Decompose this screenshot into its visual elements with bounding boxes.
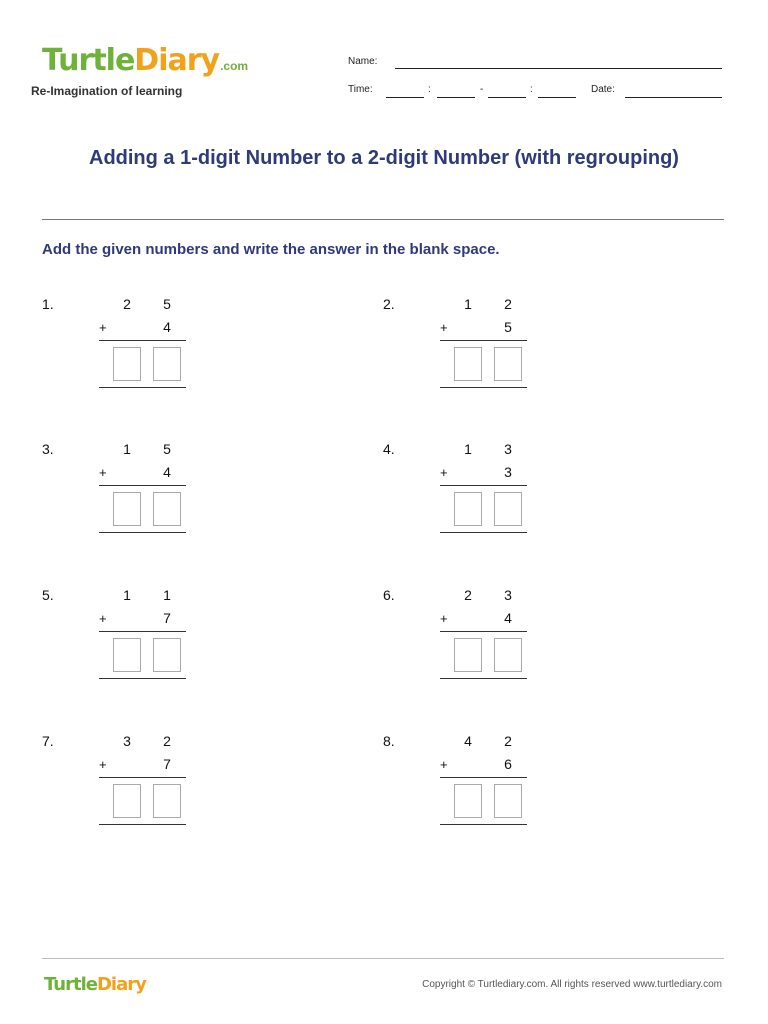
time-separator: : [530, 84, 533, 95]
tens-digit: 1 [123, 441, 131, 457]
tens-digit: 1 [123, 587, 131, 603]
answer-box-tens[interactable] [113, 784, 141, 818]
answer-box-ones[interactable] [153, 784, 181, 818]
time-dash: - [480, 84, 484, 95]
addend-digit: 5 [504, 319, 512, 335]
time-label: Time: [348, 84, 373, 95]
title-divider [42, 219, 724, 220]
plus-sign: + [99, 320, 107, 335]
sum-line [99, 777, 186, 778]
plus-sign: + [99, 465, 107, 480]
answer-underline [99, 387, 186, 388]
ones-digit: 2 [504, 733, 512, 749]
sum-line [440, 340, 527, 341]
sum-line [99, 631, 186, 632]
answer-box-tens[interactable] [454, 347, 482, 381]
addend-digit: 7 [163, 610, 171, 626]
logo-suffix: .com [220, 59, 249, 73]
problem-number: 4. [383, 441, 395, 457]
addend-digit: 4 [163, 464, 171, 480]
worksheet-title: Adding a 1-digit Number to a 2-digit Number (with regrouping) [89, 147, 679, 169]
footer-logo-turtle: Turtle [44, 974, 97, 995]
problem-2 [383, 296, 583, 406]
sum-line [440, 631, 527, 632]
answer-box-ones[interactable] [494, 492, 522, 526]
ones-digit: 2 [504, 296, 512, 312]
answer-box-tens[interactable] [454, 492, 482, 526]
answer-box-tens[interactable] [113, 492, 141, 526]
answer-underline [99, 532, 186, 533]
plus-sign: + [99, 757, 107, 772]
date-label: Date: [591, 84, 615, 95]
logo-text-turtle: Turtle [42, 43, 135, 78]
time-field-minute-end[interactable] [538, 97, 576, 98]
tagline: Re-Imagination of learning [31, 84, 183, 98]
sum-line [440, 777, 527, 778]
answer-underline [440, 678, 527, 679]
answer-box-ones[interactable] [153, 347, 181, 381]
ones-digit: 2 [163, 733, 171, 749]
name-label: Name: [348, 56, 378, 67]
ones-digit: 1 [163, 587, 171, 603]
time-separator: : [428, 84, 431, 95]
addend-digit: 4 [163, 319, 171, 335]
answer-box-ones[interactable] [494, 638, 522, 672]
date-field[interactable] [625, 97, 722, 98]
plus-sign: + [440, 320, 448, 335]
addend-digit: 4 [504, 610, 512, 626]
footer-logo [44, 974, 146, 995]
ones-digit: 5 [163, 441, 171, 457]
answer-box-tens[interactable] [113, 347, 141, 381]
answer-box-tens[interactable] [454, 638, 482, 672]
tens-digit: 1 [464, 441, 472, 457]
problem-number: 6. [383, 587, 395, 603]
problem-number: 2. [383, 296, 395, 312]
problem-1 [42, 296, 242, 406]
tens-digit: 1 [464, 296, 472, 312]
plus-sign: + [440, 611, 448, 626]
problem-number: 1. [42, 296, 54, 312]
turtlediary-logo [42, 43, 249, 78]
answer-box-tens[interactable] [454, 784, 482, 818]
answer-box-ones[interactable] [153, 492, 181, 526]
problem-6 [383, 587, 583, 697]
plus-sign: + [440, 465, 448, 480]
sum-line [440, 485, 527, 486]
problem-4 [383, 441, 583, 551]
answer-box-ones[interactable] [153, 638, 181, 672]
answer-underline [99, 824, 186, 825]
addend-digit: 7 [163, 756, 171, 772]
time-field-minute-start[interactable] [437, 97, 475, 98]
plus-sign: + [99, 611, 107, 626]
ones-digit: 3 [504, 587, 512, 603]
tens-digit: 2 [464, 587, 472, 603]
problem-number: 3. [42, 441, 54, 457]
sum-line [99, 485, 186, 486]
sum-line [99, 340, 186, 341]
footer-logo-diary: Diary [96, 974, 146, 995]
ones-digit: 5 [163, 296, 171, 312]
plus-sign: + [440, 757, 448, 772]
problem-number: 8. [383, 733, 395, 749]
logo-text-diary: Diary [134, 43, 220, 78]
answer-box-ones[interactable] [494, 784, 522, 818]
answer-box-tens[interactable] [113, 638, 141, 672]
tens-digit: 2 [123, 296, 131, 312]
time-field-hour-end[interactable] [488, 97, 526, 98]
time-field-hour-start[interactable] [386, 97, 424, 98]
problem-7 [42, 733, 242, 843]
answer-underline [440, 387, 527, 388]
answer-underline [440, 532, 527, 533]
ones-digit: 3 [504, 441, 512, 457]
problem-number: 7. [42, 733, 54, 749]
tens-digit: 4 [464, 733, 472, 749]
answer-box-ones[interactable] [494, 347, 522, 381]
addend-digit: 6 [504, 756, 512, 772]
answer-underline [99, 678, 186, 679]
copyright-text: Copyright © Turtlediary.com. All rights reserved www.turtlediary.com [422, 979, 722, 990]
problem-5 [42, 587, 242, 697]
problem-number: 5. [42, 587, 54, 603]
answer-underline [440, 824, 527, 825]
tens-digit: 3 [123, 733, 131, 749]
instructions: Add the given numbers and write the answer in the blank space. [42, 241, 500, 258]
name-field[interactable] [395, 68, 722, 69]
problem-3 [42, 441, 242, 551]
footer-divider [42, 958, 724, 959]
problem-8 [383, 733, 583, 843]
addend-digit: 3 [504, 464, 512, 480]
